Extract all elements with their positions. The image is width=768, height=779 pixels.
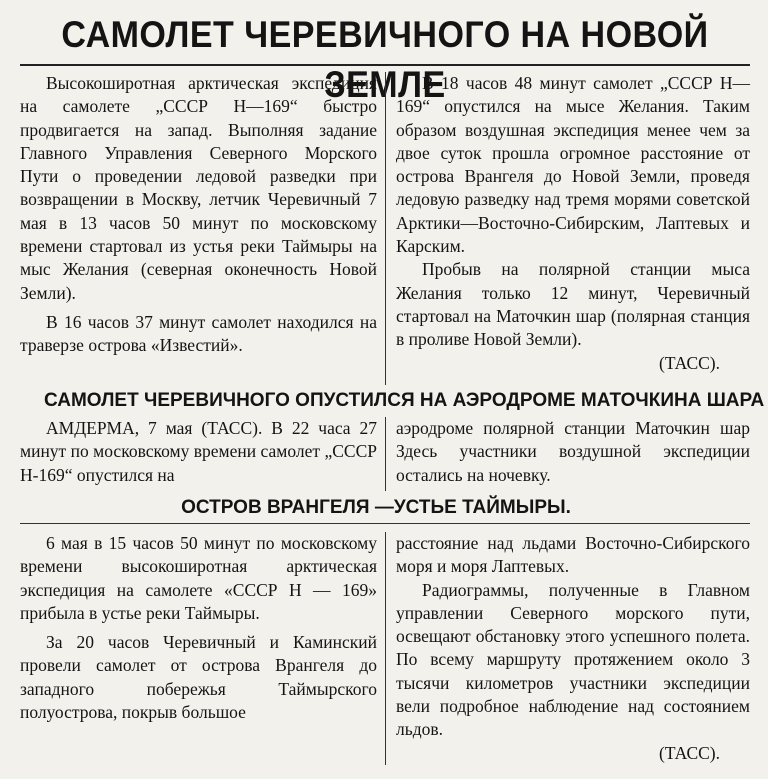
article-signature: (ТАСС). — [659, 742, 720, 763]
article-heading-matochkin: САМОЛЕТ ЧЕРЕВИЧНОГО ОПУСТИЛСЯ НА АЭРОДРОМЕ МАТОЧКИНА ШАРА — [44, 390, 765, 411]
article-wrangel-right-column — [385, 532, 750, 765]
article-paragraph: Высокоширотная арктическая экспедиция на самолете „СССР Н—169“ быстро продвигается на запад. Выполняя задание Главного Управления Северного Морского Пути о проведении ледовой разведки при возвращении в Москву, летчик Черевичный 7 мая в 13 часов 50 минут по московскому времени стартовал из устья реки Таймыры на мыс Желания (северная оконечность Новой Земли). — [20, 73, 377, 303]
article-signature: (ТАСС). — [659, 352, 720, 373]
article-paragraph: расстояние над льдами Восточно-Сибирского моря и моря Лаптевых. — [396, 533, 750, 577]
article-paragraph: В 16 часов 37 минут самолет находился на траверзе острова «Известий». — [20, 311, 377, 356]
article-wrangel-left-column — [20, 532, 385, 765]
article-paragraph: аэродроме полярной станции Маточкин шар Здесь участники воздушной экспедиции остались на ночевку. — [396, 418, 750, 485]
article-main-right-column — [385, 72, 750, 385]
article-paragraph: АМДЕРМА, 7 мая (ТАСС). В 22 часа 27 минут по московскому времени самолет „СССР Н-169“ опустился на — [20, 418, 377, 485]
article-matochkin-left-column — [20, 417, 385, 491]
article-matochkin — [20, 417, 750, 491]
article-paragraph: Пробыв на полярной станции мыса Желания только 12 минут, Черевичный стартовал на Маточкин шар (полярная станция в проливе Новой Земли). — [396, 259, 750, 350]
article-main-left-column — [20, 72, 385, 385]
article-matochkin-right-column — [385, 417, 750, 491]
article-paragraph: За 20 часов Черевичный и Каминский провели самолет от острова Врангеля до западного побережья Таймырского полуострова, покрыв большое — [20, 632, 377, 723]
article-paragraph: Радиограммы, полученные в Главном управлении Северного морского пути, освещают обстановку этого успешного полета. По всему маршруту протяжением около 3 тысячи километров участники экспедиции вели подробное наблюдение над состоянием льдов. — [396, 579, 750, 740]
page-headline: САМОЛЕТ ЧЕРЕВИЧНОГО НА НОВОЙ ЗЕМЛЕ — [61, 14, 709, 105]
article-paragraph: 6 мая в 15 часов 50 минут по московскому времени высокоширотная арктическая экспедиция на самолете «СССР Н — 169» прибыла в устье реки Таймыры. — [20, 533, 377, 623]
article-wrangel — [20, 524, 750, 765]
article-heading-wrangel: ОСТРОВ ВРАНГЕЛЯ —УСТЬЕ ТАЙМЫРЫ. — [181, 497, 571, 518]
article-main — [20, 66, 750, 385]
article-paragraph: В 18 часов 48 минут самолет „СССР Н—169“ опустился на мысе Желания. Таким образом воздушная экспедиция менее чем за двое суток прошла огромное расстояние от острова Врангеля до Новой Земли, проведя ледовую разведку над тремя морями советской Арктики—Восточно-Сибирским, Лаптевых и Карским. — [396, 73, 750, 257]
